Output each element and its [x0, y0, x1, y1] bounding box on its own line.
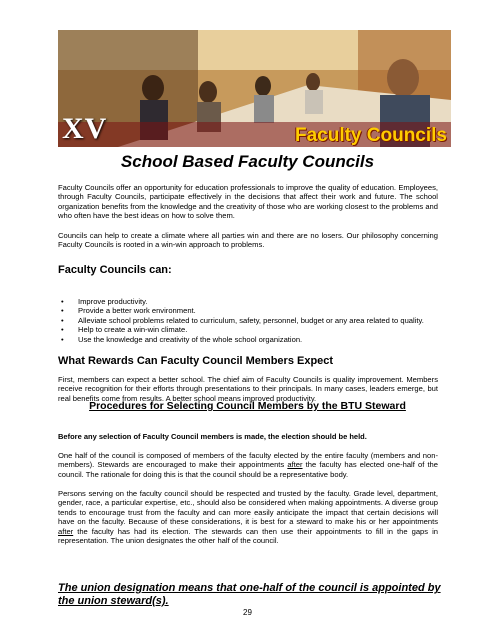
bullet-icon: • — [61, 306, 64, 316]
union-designation: The union designation means that one-half of the council is appointed by the union steward(s). — [58, 582, 441, 607]
list-item-text: Provide a better work environment. — [78, 306, 196, 316]
rewards-heading: What Rewards Can Faculty Council Members Expect — [58, 355, 334, 367]
banner-title-box — [294, 125, 447, 147]
composition-text-after: the faculty has elected one-half of the council. The rationale for doing this is that the council should be a representative body. — [58, 460, 438, 479]
composition-paragraph — [58, 451, 438, 479]
list-item — [58, 316, 438, 325]
list-item — [58, 306, 438, 315]
composition-emphasis: after — [287, 460, 303, 470]
rewards-paragraph: First, members can expect a better school. The chief aim of Faculty Councils is quality improvement. Members receive recognition for their efforts through presentations to their principals. In many cases, leaders emerge, but real benefits come from results. A better school means improved productivity. — [58, 375, 438, 403]
persons-emphasis: after — [58, 526, 74, 536]
list-item-text: Improve productivity. — [78, 297, 148, 306]
persons-paragraph — [58, 489, 438, 545]
page-number: 29 — [243, 608, 252, 617]
list-item-text: Use the knowledge and creativity of the whole school organization. — [78, 334, 303, 344]
list-item — [58, 325, 438, 334]
bullet-icon: • — [61, 325, 64, 335]
list-item — [58, 297, 438, 306]
persons-text-after: the faculty has had its election. The stewards can then use their appointments to fill in the gaps in representation. The union designates the other half of the council. — [58, 526, 438, 546]
persons-text-before: Persons serving on the faculty council should be respected and trusted by the faculty. Grade level, department, gender, race, a particular expertise, etc., should also be considered when making appointments. A diverse group tends to encourage trust from the faculty and can more easily anticipate the impact that certain decisions will have on the faculty. Because of these considerations, it is best for a steward to make his or her appointments — [58, 489, 438, 527]
bullet-icon: • — [61, 334, 64, 344]
can-heading: Faculty Councils can: — [58, 264, 172, 276]
chapter-number: XV — [62, 112, 108, 145]
election-note: Before any selection of Faculty Council members is made, the election should be held. — [58, 432, 367, 441]
page-title: School Based Faculty Councils — [120, 152, 375, 171]
composition-text-before: One half of the council is composed of members of the faculty elected by the entire faculty (members and non-members). Stewards are encouraged to make their appointments — [58, 451, 438, 470]
bullet-icon: • — [61, 297, 64, 306]
intro-paragraph-1: Faculty Councils offer an opportunity for education professionals to improve the quality of education. Employees, through Faculty Councils, participate effectively in the decisions that affect their work and future. The school organization benefits from the knowledge and the creativity of those who are working closest to the problems and who often have the best ideas on how to solve them. — [58, 183, 438, 221]
procedures-heading: Procedures for Selecting Council Members by the BTU Steward — [89, 400, 406, 412]
can-list — [58, 297, 438, 344]
banner-title: Faculty Councils — [294, 125, 447, 146]
chapter-banner — [58, 30, 451, 147]
bullet-icon: • — [61, 315, 64, 325]
list-item-text: Help to create a win-win climate. — [78, 325, 188, 335]
list-item-text: Alleviate school problems related to curriculum, safety, personnel, budget or any area related to quality. — [78, 315, 424, 325]
list-item — [58, 335, 438, 344]
intro-paragraph-2: Councils can help to create a climate where all parties win and there are no losers. Our philosophy concerning Faculty Councils is rooted in a win-win approach to problems. — [58, 231, 438, 250]
